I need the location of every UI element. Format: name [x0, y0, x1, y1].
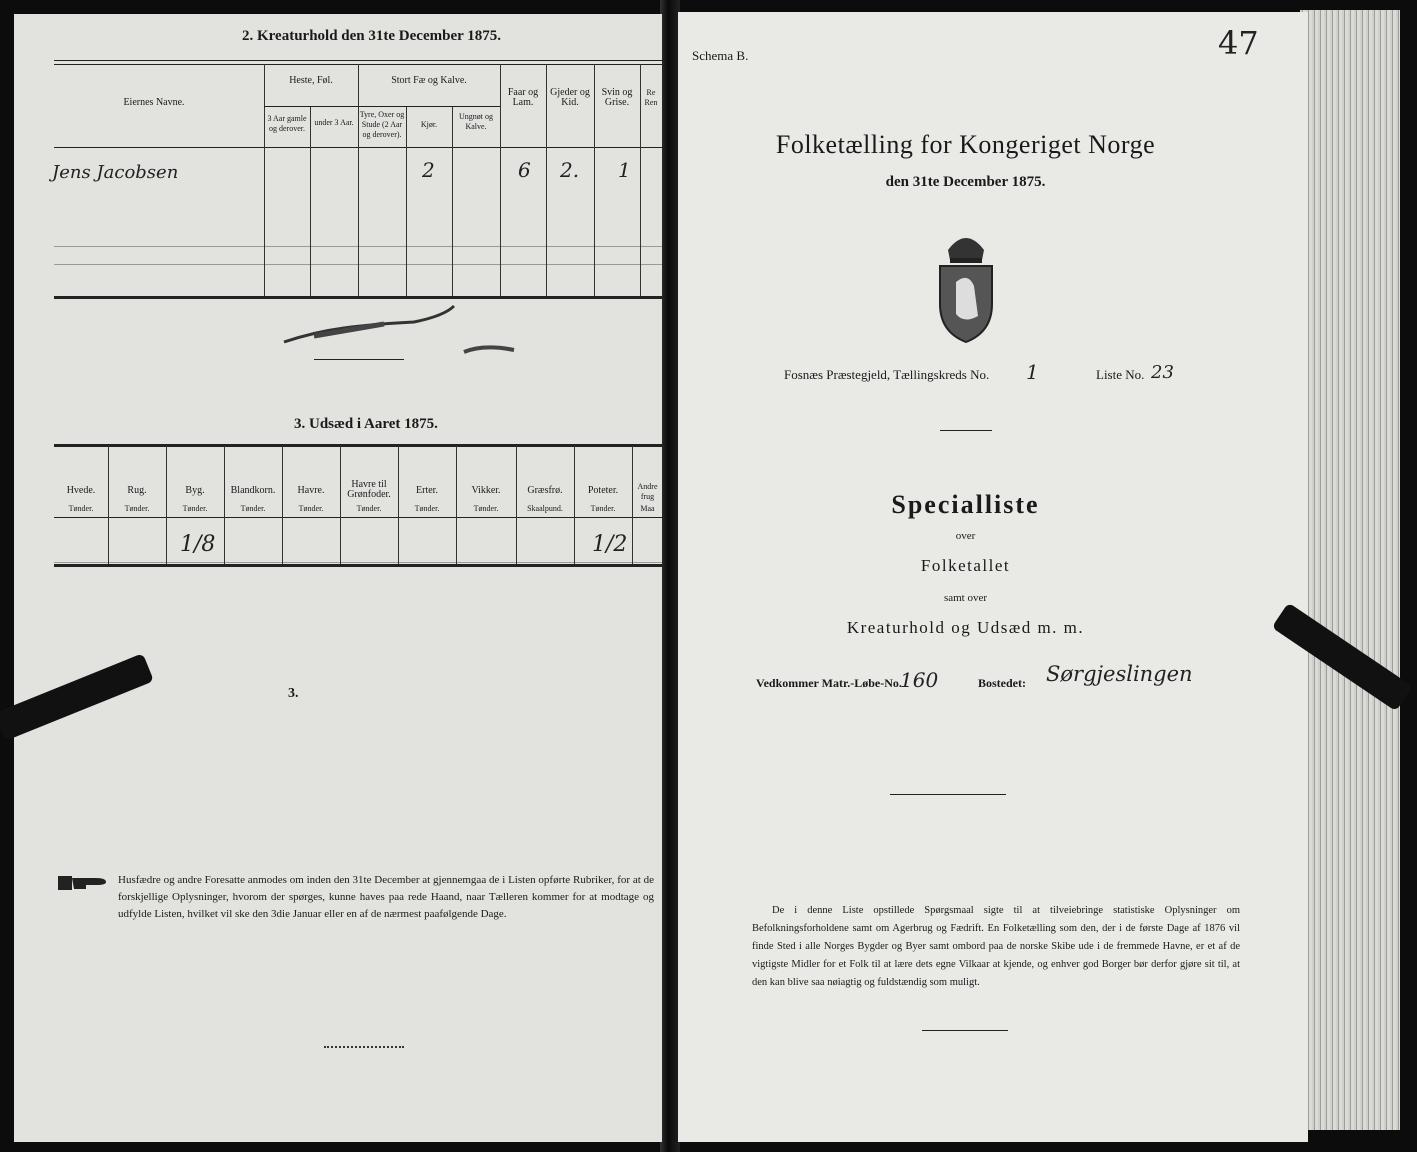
crop-header: Vikker.: [471, 485, 501, 496]
col-header-sheep: Faar og Lam.: [507, 87, 539, 108]
kreaturhold-label: Kreaturhold og Udsæd m. m.: [846, 618, 1085, 637]
crop-header: Blandkorn.: [230, 485, 276, 496]
over-label: over: [955, 530, 976, 542]
short-rule: [314, 359, 404, 360]
table-rule: [54, 60, 662, 61]
col-divider: [310, 106, 311, 296]
col-header-bulls: Tyre, Oxer og Stude (2 Aar og derover).: [359, 110, 405, 139]
right-page: [678, 12, 1308, 1142]
col-header-horses-old: 3 Aar gamle og derover.: [267, 114, 307, 133]
col-divider: [264, 64, 265, 296]
crop-unit: Tønder.: [473, 504, 499, 513]
col-header-cattle: Stort Fæ og Kalve.: [391, 75, 467, 86]
ink-scribble-mark: [274, 292, 534, 362]
page-number: 47: [1218, 24, 1259, 62]
crop-unit: Tønder.: [68, 504, 94, 513]
col-header-horses-young: under 3 Aar.: [314, 118, 354, 127]
col-divider: [406, 106, 407, 296]
col-header-goats: Gjeder og Kid.: [550, 87, 590, 108]
col-header-cows: Kjør.: [420, 120, 438, 129]
norwegian-coat-of-arms-icon: [934, 224, 998, 346]
crop-header: Poteter.: [587, 485, 619, 496]
short-rule: [890, 794, 1006, 795]
col-header-pigs: Svin og Grise.: [601, 87, 633, 108]
pointing-hand-icon: [58, 872, 110, 894]
col-header-owner: Eiernes Navne.: [123, 97, 185, 108]
crop-header: Havre til Grønfoder.: [347, 479, 391, 500]
udsaed-table: [54, 446, 662, 564]
crop-header: Erter.: [416, 485, 438, 496]
section3-title: 3. Udsæd i Aaret 1875.: [294, 416, 438, 432]
crop-unit: Skaalpund.: [527, 504, 563, 513]
district-number: 1: [1026, 360, 1039, 384]
schema-label: Schema B.: [692, 48, 749, 63]
bosted-label: Bostedet:: [978, 676, 1026, 690]
crop-header: Havre.: [297, 485, 325, 496]
potatoes-value: 1/2: [592, 532, 628, 557]
crop-header: Rug.: [127, 485, 147, 496]
district-label: Fosnæs Præstegjeld, Tællingskreds No.: [784, 367, 990, 382]
barley-value: 1/8: [180, 532, 216, 557]
section2-title: 2. Kreaturhold den 31te December 1875.: [242, 28, 501, 44]
title-date: den 31te December 1875.: [885, 174, 1046, 190]
list-number: 23: [1151, 362, 1174, 383]
crop-unit: Tønder.: [182, 504, 208, 513]
crop-header: Andre frug: [637, 482, 658, 501]
crop-header: Græsfrø.: [527, 485, 563, 496]
list-label: Liste No.: [1096, 367, 1145, 382]
crop-header: Hvede.: [66, 485, 96, 496]
main-title: Folketælling for Kongeriget Norge: [775, 130, 1156, 159]
goats-value: 2.: [560, 158, 580, 182]
left-page: [14, 14, 662, 1142]
owner-name-handwritten: Jens Jacobsen: [52, 162, 179, 183]
header-subrule: [264, 106, 500, 107]
crop-header: Byg.: [185, 485, 205, 496]
sheep-value: 6: [518, 158, 531, 182]
crop-unit: Tønder.: [414, 504, 440, 513]
table-rule: [54, 564, 662, 567]
short-rule: [922, 1030, 1008, 1031]
crop-unit: Tønder.: [590, 504, 616, 513]
samt-over-label: samt over: [943, 592, 988, 604]
crop-unit: Tønder.: [124, 504, 150, 513]
col-header-reindeer: Re Ren: [644, 88, 658, 107]
folketallet-label: Folketallet: [920, 556, 1011, 575]
matr-number: 160: [900, 668, 939, 692]
col-header-young-cattle: Ungnøt og Kalve.: [459, 112, 493, 131]
cows-value: 2: [422, 158, 435, 182]
short-rule: [324, 1046, 404, 1048]
col-divider: [358, 64, 359, 296]
crop-unit: Tønder.: [240, 504, 266, 513]
col-divider: [452, 106, 453, 296]
crop-unit: Tønder.: [298, 504, 324, 513]
page-stack-edges: [1300, 10, 1400, 1130]
crop-unit: Maa: [640, 504, 655, 513]
crop-unit: Tønder.: [356, 504, 382, 513]
pigs-value: 1: [618, 158, 631, 182]
book-spine: [660, 0, 680, 1152]
short-rule: [940, 430, 992, 431]
bosted-name: Sørgjeslingen: [1046, 662, 1193, 686]
page-mark: 3.: [288, 686, 299, 701]
col-header-horses: Heste, Føl.: [289, 75, 333, 86]
notice-text: Husfædre og andre Foresatte anmodes om inden den 31te December at gjennemgaa de i Listen opførte Rubriker, for at de forskjellige Oplysninger, hvorom der spørges, kunne haves paa rede Haand, naar Tælleren kommer for at modtage og udfylde Listen, hvilket vil ske den 3die Januar eller en af de nærmest paafølgende Dage.: [118, 874, 654, 920]
specialliste-heading: Specialliste: [891, 490, 1040, 519]
matr-label: Vedkommer Matr.-Løbe-No.: [756, 676, 902, 690]
footer-text: De i denne Liste opstillede Spørgsmaal sigte til at tilveiebringe statistiske Oplysninger om Befolkningsforholdene samt om Agerbrug og Fædrift. En Folketælling som den, der i de første Dage af 1876 vil finde Sted i alle Norges Bygder og Byer samt ombord paa de norske Skibe ude i de fremmede Havne, er et af de vigtigste Midler for et Folk til at lære dets egne Vilkaar at kjende, og enhver god Borger bør derfor gjøre sit til, at den kan blive saa nøiagtig og fuldstændig som muligt.: [752, 905, 1240, 988]
